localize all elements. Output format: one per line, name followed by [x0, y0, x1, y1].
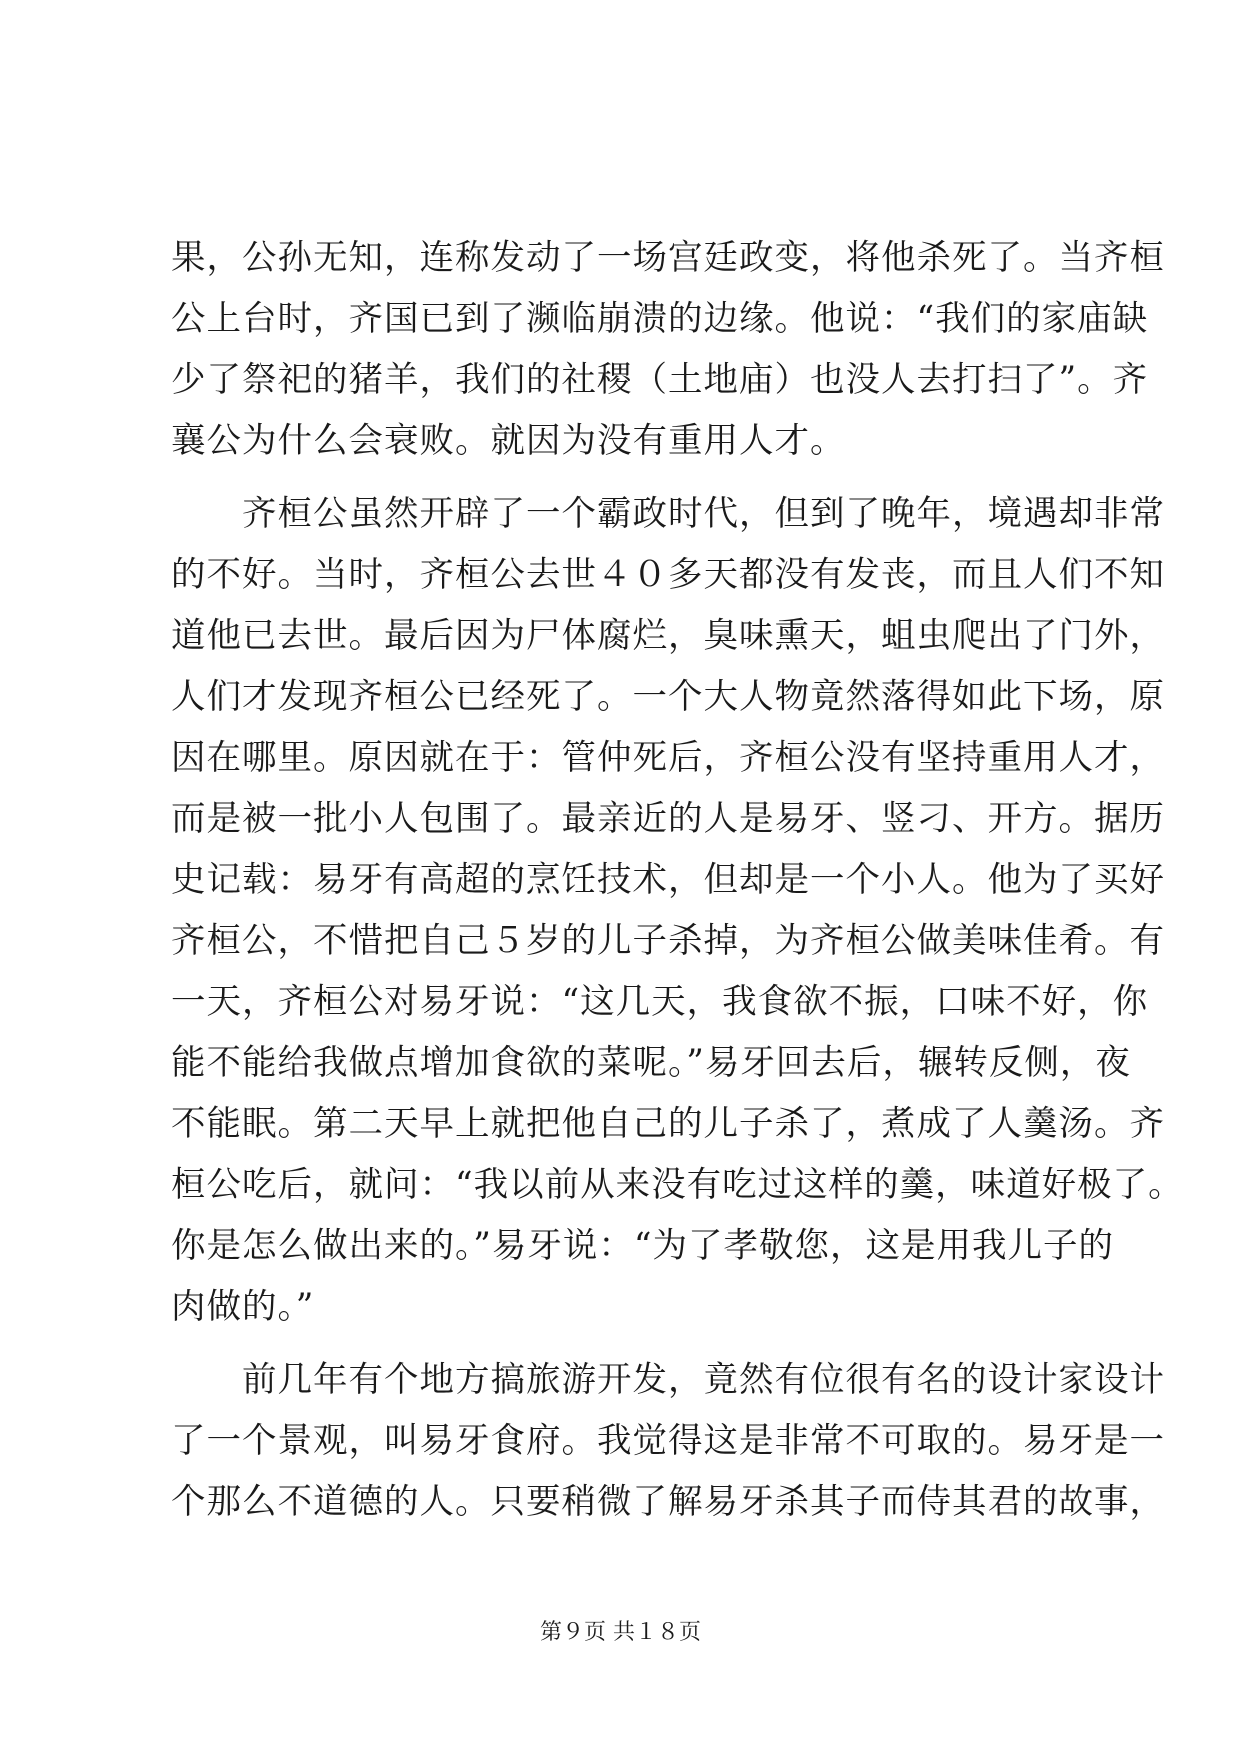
paragraph-3 — [171, 1350, 1165, 1533]
text-line: 襄公为什么会衰败。就因为没有重用人才。 — [171, 421, 846, 461]
text-line: 果，公孙无知，连称发动了一场宫廷政变，将他杀死了。当齐桓 — [171, 238, 1165, 278]
paragraph-2 — [171, 484, 1184, 1338]
text-line: 史记载：易牙有高超的烹饪技术，但却是一个小人。他为了买好 — [171, 860, 1165, 900]
text-line: 肉做的。” — [171, 1287, 315, 1327]
paragraph-1 — [171, 228, 1165, 472]
text-line: 道他已去世。最后因为尸体腐烂，臭味熏天，蛆虫爬出了门外， — [171, 616, 1165, 656]
text-line: 的不好。当时，齐桓公去世４０多天都没有发丧，而且人们不知 — [171, 555, 1165, 595]
text-line: 一天，齐桓公对易牙说：“这几天，我食欲不振，口味不好，你 — [171, 982, 1149, 1022]
text-line: 能不能给我做点增加食欲的菜呢。”易牙回去后，辗转反侧，夜 — [171, 1043, 1131, 1083]
text-line: 你是怎么做出来的。”易牙说：“为了孝敬您，这是用我儿子的 — [171, 1226, 1115, 1266]
page-number-footer: 第９页 共１８页 — [540, 1620, 701, 1645]
text-line: 公上台时，齐国已到了濒临崩溃的边缘。他说：“我们的家庙缺 — [171, 299, 1149, 339]
text-line: 而是被一批小人包围了。最亲近的人是易牙、竖刁、开方。据历 — [171, 799, 1165, 839]
text-line: 前几年有个地方搞旅游开发，竟然有位很有名的设计家设计 — [171, 1360, 1165, 1400]
text-line: 不能眠。第二天早上就把他自己的儿子杀了，煮成了人羹汤。齐 — [171, 1104, 1165, 1144]
text-line: 个那么不道德的人。只要稍微了解易牙杀其子而侍其君的故事， — [171, 1482, 1165, 1522]
text-line: 齐桓公，不惜把自己５岁的儿子杀掉，为齐桓公做美味佳肴。有 — [171, 921, 1165, 961]
text-line: 桓公吃后，就问：“我以前从来没有吃过这样的羹，味道好极了。 — [171, 1165, 1184, 1205]
text-line: 少了祭祀的猪羊，我们的社稷（土地庙）也没人去打扫了”。齐 — [171, 360, 1149, 400]
text-line: 因在哪里。原因就在于：管仲死后，齐桓公没有坚持重用人才， — [171, 738, 1165, 778]
text-line: 齐桓公虽然开辟了一个霸政时代，但到了晚年，境遇却非常 — [171, 494, 1165, 534]
text-line: 人们才发现齐桓公已经死了。一个大人物竟然落得如此下场，原 — [171, 677, 1165, 717]
text-line: 了一个景观，叫易牙食府。我觉得这是非常不可取的。易牙是一 — [171, 1421, 1165, 1461]
body-text — [171, 228, 1184, 1533]
